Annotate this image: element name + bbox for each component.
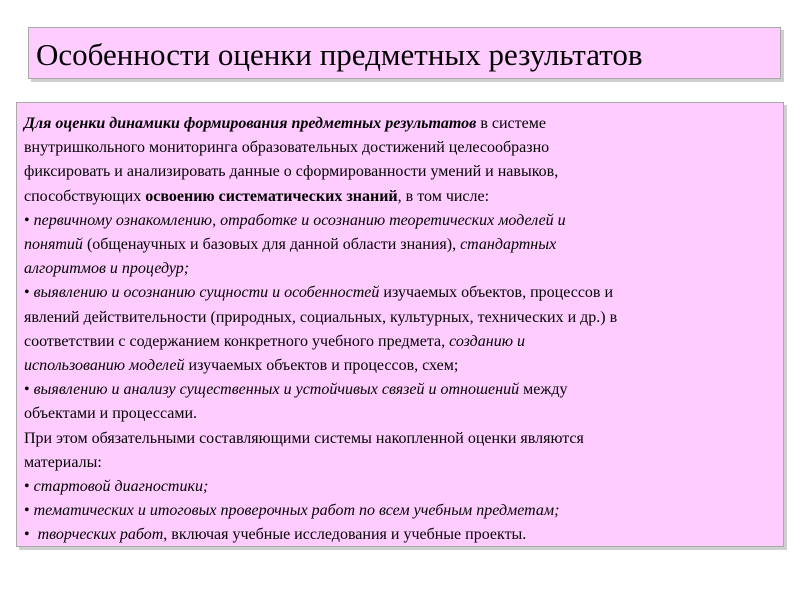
bullet: • <box>24 526 30 544</box>
item3-text-1b: между <box>519 381 568 399</box>
intro-lead-rest: в системе <box>476 115 546 132</box>
item2-line-4 <box>24 354 776 378</box>
item1-text-2a: понятий <box>24 236 83 254</box>
material-text-italic: тематических и итоговых проверочных работ по всем учебным предметам; <box>29 502 560 520</box>
material-item <box>24 523 776 547</box>
intro-line-4-end: , в том числе: <box>397 187 490 205</box>
item2-text-1b: изучаемых объектов, процессов и <box>379 284 614 302</box>
item1-text-2b: (общенаучных и базовых для данной области знания), <box>82 236 461 254</box>
item2-line-2: явлений действительности (природных, социальных, культурных, технических и др.) в <box>24 308 618 326</box>
item1-line-3: алгоритмов и процедур; <box>24 260 190 278</box>
content-text <box>24 112 776 548</box>
bullet: • <box>24 502 30 520</box>
intro-lead: Для оценки динамики формирования предметных результатов <box>24 115 477 132</box>
intro-line-2: внутришкольного мониторинга образовательных достижений целесообразно <box>24 139 550 157</box>
material-text-normal: , включая учебные исследования и учебные проекты. <box>163 526 527 544</box>
item2-text-3b: созданию и <box>449 332 525 350</box>
item3-line-2: объектами и процессами. <box>24 405 198 423</box>
intro-line-1 <box>24 112 776 136</box>
material-text-italic: стартовой диагностики; <box>29 478 209 496</box>
slide-title: Особенности оценки предметных результатов <box>36 37 643 72</box>
item1-line-1 <box>24 209 776 233</box>
slide-title-box <box>28 27 781 79</box>
closing-line-1: При этом обязательными составляющими системы накопленной оценки являются <box>24 429 584 447</box>
material-item <box>24 475 776 499</box>
closing-line-2: материалы: <box>24 453 102 471</box>
bullet: • <box>24 284 30 302</box>
item3-line-1 <box>24 378 776 402</box>
intro-line-3: фиксировать и анализировать данные о сформированности умений и навыков, <box>24 163 559 181</box>
material-item <box>24 499 776 523</box>
item2-line-3 <box>24 330 776 354</box>
item2-line-1 <box>24 281 776 305</box>
item2-text-1a: выявлению и осознанию сущности и особенностей <box>29 284 380 302</box>
intro-emphasis: освоению систематических знаний <box>145 187 398 205</box>
intro-line-4 <box>24 185 776 209</box>
item1-text-2c: стандартных <box>460 236 557 254</box>
item2-text-4a: использованию моделей <box>24 357 185 375</box>
item1-line-2 <box>24 233 776 257</box>
bullet: • <box>24 478 30 496</box>
material-text-italic: творческих работ <box>29 526 164 544</box>
item3-text-1a: выявлению и анализу существенных и устойчивых связей и отношений <box>29 381 520 399</box>
intro-line-4-start: способствующих <box>24 187 146 205</box>
bullet: • <box>24 381 30 399</box>
content-box <box>16 102 784 547</box>
item1-text-1: первичному ознакомлению, отработке и осознанию теоретических моделей и <box>29 211 566 229</box>
bullet: • <box>24 211 30 229</box>
item2-text-4b: изучаемых объектов и процессов, схем; <box>184 357 459 375</box>
item2-text-3a: соответствии с содержанием конкретного учебного предмета, <box>24 332 450 350</box>
